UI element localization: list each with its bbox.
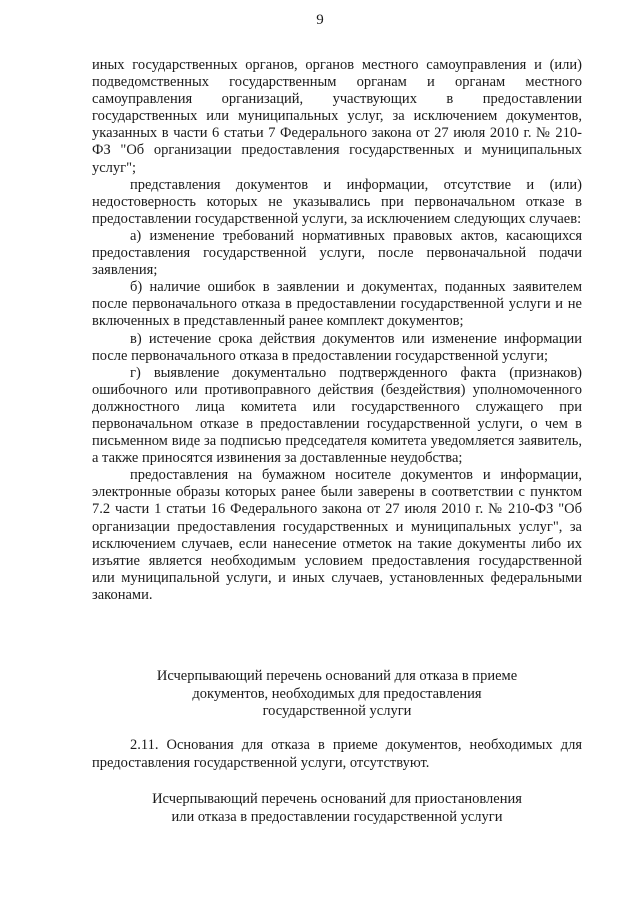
- page-number: 9: [316, 12, 324, 28]
- heading-line: документов, необходимых для предоставления: [192, 685, 482, 702]
- heading-line: Исчерпывающий перечень оснований для приостановления: [152, 791, 522, 807]
- paragraph-exceptions-intro: представления документов и информации, отсутствие и (или) недостоверность которых не указывались при первоначальном отказе в предоставлении государственной услуги, за исключением следующих случаев:: [92, 176, 582, 227]
- section-heading-refusal-reasons: [92, 668, 582, 721]
- paragraph-item-v: в) истечение срока действия документов или изменение информации после первоначального отказа в предоставлении государственной услуги;: [92, 330, 582, 364]
- paragraph-item-g: г) выявление документально подтвержденного факта (признаков) ошибочного или противоправного действия (бездействия) уполномоченного должностного лица комитета или государственного служащего при первоначальном отказе в предоставлении государственной услуги, о чем в письменном виде за подписью председателя комитета уведомляется заявитель, а также приносятся извинения за доставленные неудобства;: [92, 364, 582, 467]
- paragraph-item-a: а) изменение требований нормативных правовых актов, касающихся предоставления государственной услуги, после первоначальной подачи заявления;: [92, 227, 582, 279]
- heading-line: или отказа в предоставлении государственной услуги: [171, 808, 503, 825]
- body-text: [92, 57, 582, 604]
- heading-line: государственной услуги: [262, 703, 412, 719]
- section-heading-suspension-reasons: [92, 791, 582, 826]
- heading-line: Исчерпывающий перечень оснований для отказа в приеме: [156, 668, 518, 684]
- paragraph-continuation: иных государственных органов, органов местного самоуправления и (или) подведомственных государственным органам и органам местного самоуправления организаций, участвующих в предоставлении государственных или муниципальных услуг, за исключением документов, указанных в части 6 статьи 7 Федерального закона от 27 июля 2010 г. № 210-ФЗ "Об организации предоставления государственных и муниципальных услуг";: [92, 57, 582, 176]
- clause-2-11: [92, 737, 582, 772]
- clause-2-11-text: 2.11. Основания для отказа в приеме документов, необходимых для предоставления государственной услуги, отсутствуют.: [92, 737, 582, 771]
- paragraph-paper-documents: предоставления на бумажном носителе документов и информации, электронные образы которых ранее были заверены в соответствии с пунктом 7.2 части 1 статьи 16 Федерального закона от 27 июля 2010 г. № 210-ФЗ "Об организации предоставления государственных и муниципальных услуг", за исключением случаев, если нанесение отметок на такие документы либо их изъятие является необходимым условием предоставления государственной или муниципальной услуги, и иных случаев, установленных федеральными законами.: [92, 467, 582, 603]
- paragraph-item-b: б) наличие ошибок в заявлении и документах, поданных заявителем после первоначального отказа в предоставлении государственной услуги и не включенных в представленный ранее комплект документов;: [92, 279, 582, 330]
